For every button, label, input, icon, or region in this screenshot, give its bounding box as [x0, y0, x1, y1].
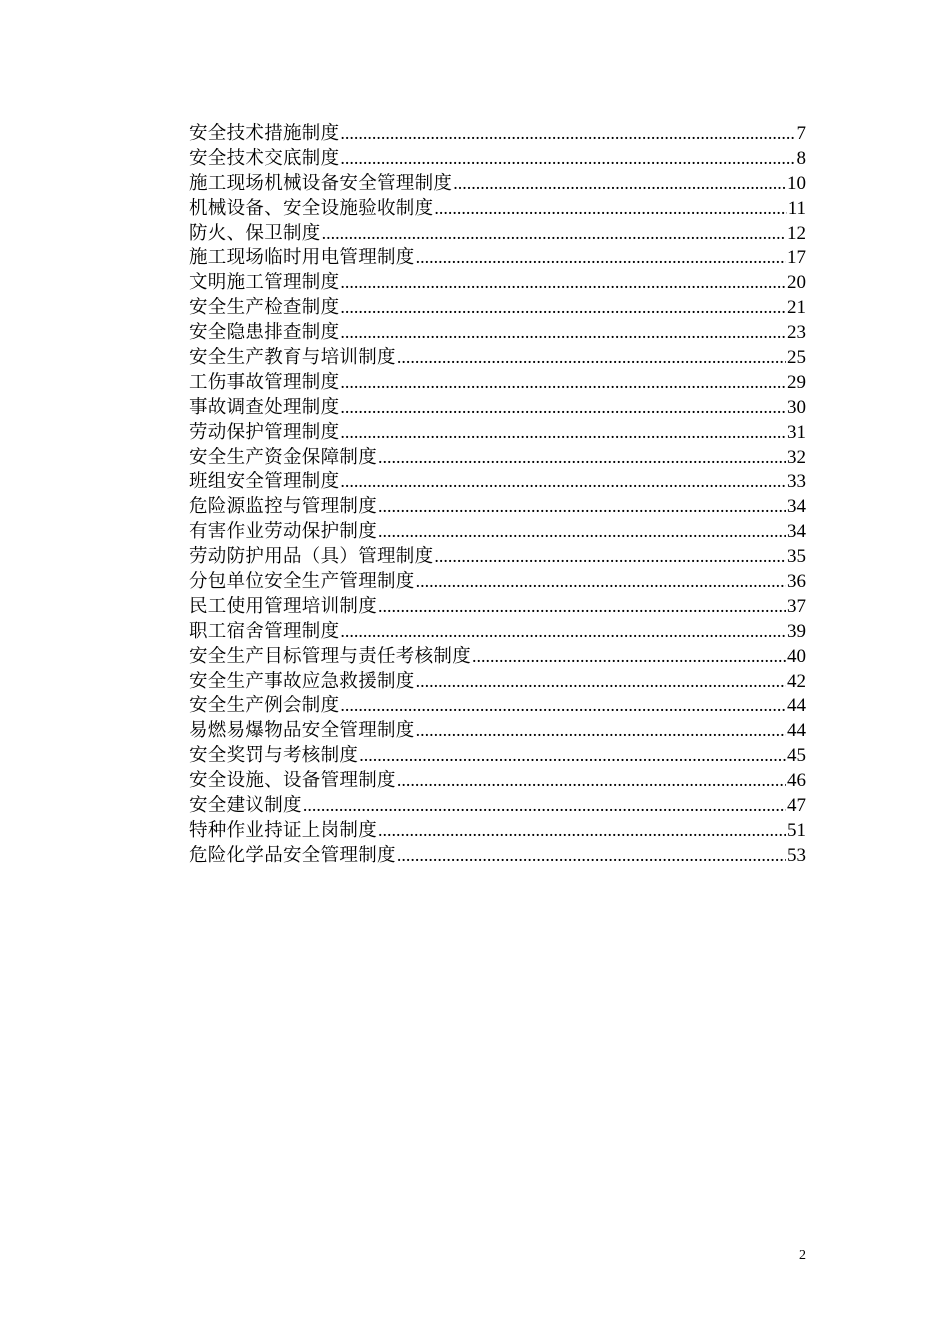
- toc-entry-title: 分包单位安全生产管理制度: [189, 571, 415, 593]
- toc-entry-page: 30: [787, 396, 806, 418]
- toc-entry-title: 劳动防护用品（具）管理制度: [189, 546, 434, 568]
- toc-entry[interactable]: [189, 544, 806, 569]
- toc-entry-title: 特种作业持证上岗制度: [189, 819, 378, 841]
- toc-dot-leader: [416, 245, 786, 270]
- toc-entry-title: 安全技术交底制度: [189, 147, 340, 169]
- toc-entry[interactable]: [189, 469, 806, 494]
- toc-entry-page: 34: [787, 521, 806, 543]
- toc-dot-leader: [340, 420, 786, 445]
- toc-entry-page: 20: [787, 272, 806, 294]
- toc-dot-leader: [340, 619, 786, 644]
- toc-entry-title: 民工使用管理培训制度: [189, 595, 378, 617]
- toc-entry-title: 安全生产检查制度: [189, 297, 340, 319]
- toc-entry-page: 34: [787, 496, 806, 518]
- toc-entry[interactable]: [189, 171, 806, 196]
- toc-entry-title: 安全生产目标管理与责任考核制度: [189, 645, 472, 667]
- toc-entry-title: 劳动保护管理制度: [189, 421, 340, 443]
- toc-dot-leader: [416, 669, 786, 694]
- toc-entry[interactable]: [189, 644, 806, 669]
- toc-entry-title: 工伤事故管理制度: [189, 371, 340, 393]
- toc-entry-title: 危险化学品安全管理制度: [189, 844, 396, 866]
- toc-entry[interactable]: [189, 445, 806, 470]
- toc-dot-leader: [378, 445, 786, 470]
- toc-entry-page: 37: [787, 595, 806, 617]
- toc-entry-page: 23: [787, 322, 806, 344]
- toc-dot-leader: [340, 146, 795, 171]
- toc-entry[interactable]: [189, 320, 806, 345]
- toc-dot-leader: [359, 743, 786, 768]
- toc-entry-title: 安全生产事故应急救援制度: [189, 670, 415, 692]
- toc-entry[interactable]: [189, 519, 806, 544]
- toc-entry[interactable]: [189, 569, 806, 594]
- toc-dot-leader: [472, 644, 786, 669]
- toc-dot-leader: [378, 494, 786, 519]
- toc-entry[interactable]: [189, 743, 806, 768]
- toc-entry[interactable]: [189, 619, 806, 644]
- toc-entry-page: 35: [787, 546, 806, 568]
- toc-entry-page: 51: [787, 819, 806, 841]
- toc-entry-title: 文明施工管理制度: [189, 272, 340, 294]
- toc-entry-title: 有害作业劳动保护制度: [189, 521, 378, 543]
- toc-dot-leader: [434, 196, 786, 221]
- toc-entry[interactable]: [189, 718, 806, 743]
- toc-dot-leader: [340, 370, 786, 395]
- toc-entry-title: 施工现场机械设备安全管理制度: [189, 172, 453, 194]
- toc-dot-leader: [434, 544, 786, 569]
- toc-dot-leader: [340, 469, 786, 494]
- toc-entry-page: 44: [787, 720, 806, 742]
- toc-entry-title: 安全技术措施制度: [189, 123, 340, 144]
- toc-entry-title: 事故调查处理制度: [189, 396, 340, 418]
- toc-dot-leader: [378, 818, 786, 843]
- toc-entry[interactable]: [189, 793, 806, 818]
- toc-entry-page: 11: [787, 197, 806, 219]
- toc-entry-page: 40: [787, 645, 806, 667]
- toc-entry-title: 安全建议制度: [189, 795, 302, 817]
- toc-dot-leader: [340, 270, 786, 295]
- toc-entry-page: 45: [787, 745, 806, 767]
- toc-entry-page: 12: [787, 222, 806, 244]
- toc-entry-page: 53: [787, 844, 806, 866]
- toc-entry-page: 39: [787, 620, 806, 642]
- table-of-contents: [189, 121, 806, 868]
- toc-entry[interactable]: [189, 420, 806, 445]
- toc-entry[interactable]: [189, 669, 806, 694]
- toc-dot-leader: [340, 121, 795, 146]
- toc-entry-page: 36: [787, 571, 806, 593]
- toc-entry-page: 44: [787, 695, 806, 717]
- toc-entry-page: 46: [787, 770, 806, 792]
- toc-entry-title: 易燃易爆物品安全管理制度: [189, 720, 415, 742]
- toc-dot-leader: [340, 395, 786, 420]
- toc-entry[interactable]: [189, 270, 806, 295]
- toc-entry-title: 班组安全管理制度: [189, 471, 340, 493]
- toc-entry-page: 8: [796, 147, 806, 169]
- toc-entry-title: 安全隐患排查制度: [189, 322, 340, 344]
- toc-dot-leader: [397, 768, 786, 793]
- toc-entry[interactable]: [189, 594, 806, 619]
- toc-entry-page: 29: [787, 371, 806, 393]
- toc-entry-title: 危险源监控与管理制度: [189, 496, 378, 518]
- toc-dot-leader: [340, 693, 786, 718]
- toc-entry-title: 安全奖罚与考核制度: [189, 745, 359, 767]
- toc-entry[interactable]: [189, 146, 806, 171]
- toc-dot-leader: [303, 793, 786, 818]
- toc-entry[interactable]: [189, 818, 806, 843]
- toc-entry-title: 防火、保卫制度: [189, 222, 321, 244]
- toc-entry-title: 职工宿舍管理制度: [189, 620, 340, 642]
- toc-entry-page: 32: [787, 446, 806, 468]
- toc-entry[interactable]: [189, 395, 806, 420]
- toc-entry-page: 25: [787, 347, 806, 369]
- toc-entry-page: 21: [787, 297, 806, 319]
- toc-dot-leader: [416, 718, 786, 743]
- toc-dot-leader: [322, 221, 786, 246]
- page-number: 2: [799, 1248, 806, 1263]
- toc-entry-page: 31: [787, 421, 806, 443]
- toc-dot-leader: [378, 594, 786, 619]
- toc-entry-title: 安全设施、设备管理制度: [189, 770, 396, 792]
- toc-entry[interactable]: [189, 370, 806, 395]
- toc-entry[interactable]: [189, 121, 806, 146]
- toc-entry-title: 安全生产资金保障制度: [189, 446, 378, 468]
- toc-entry-title: 机械设备、安全设施验收制度: [189, 197, 434, 219]
- toc-dot-leader: [397, 843, 786, 868]
- toc-entry-title: 安全生产例会制度: [189, 695, 340, 717]
- toc-entry-title: 安全生产教育与培训制度: [189, 347, 396, 369]
- toc-entry-page: 47: [787, 795, 806, 817]
- toc-dot-leader: [453, 171, 786, 196]
- toc-entry[interactable]: [189, 494, 806, 519]
- toc-dot-leader: [416, 569, 786, 594]
- toc-entry-page: 7: [796, 123, 806, 144]
- toc-entry-page: 42: [787, 670, 806, 692]
- toc-entry-title: 施工现场临时用电管理制度: [189, 247, 415, 269]
- toc-entry-page: 17: [787, 247, 806, 269]
- toc-dot-leader: [340, 320, 786, 345]
- toc-entry[interactable]: [189, 196, 806, 221]
- toc-entry[interactable]: [189, 693, 806, 718]
- toc-entry[interactable]: [189, 768, 806, 793]
- toc-entry[interactable]: [189, 345, 806, 370]
- toc-entry[interactable]: [189, 843, 806, 868]
- toc-dot-leader: [340, 295, 786, 320]
- toc-entry-page: 33: [787, 471, 806, 493]
- toc-entry-page: 10: [787, 172, 806, 194]
- toc-dot-leader: [378, 519, 786, 544]
- toc-entry[interactable]: [189, 221, 806, 246]
- toc-entry[interactable]: [189, 295, 806, 320]
- toc-dot-leader: [397, 345, 786, 370]
- toc-entry[interactable]: [189, 245, 806, 270]
